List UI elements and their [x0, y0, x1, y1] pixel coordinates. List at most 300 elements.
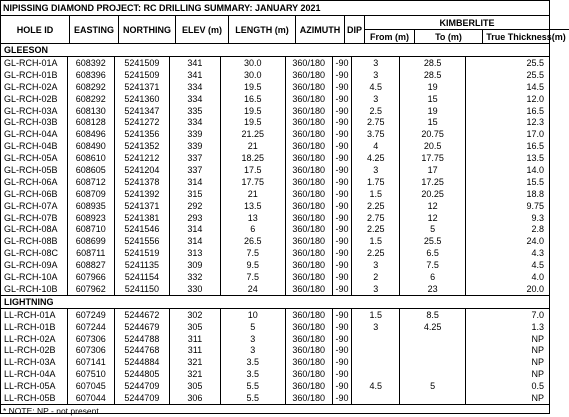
table-body [1, 44, 549, 404]
cell-elev: 314 [170, 176, 221, 188]
cell-northing: 5241356 [115, 128, 170, 140]
cell-dip: -90 [333, 259, 352, 271]
cell-dip: -90 [333, 333, 352, 345]
cell-to: 20.75 [400, 128, 466, 140]
cell-dip: -90 [333, 344, 352, 356]
cell-length: 13.5 [221, 200, 286, 212]
section-label: LIGHTNING [4, 296, 54, 307]
cell-elev: 334 [170, 93, 221, 105]
cell-length: 19.5 [221, 81, 286, 93]
cell-easting: 608292 [68, 93, 115, 105]
cell-hole-id: LL-RCH-05A [1, 380, 68, 392]
table-row [1, 188, 549, 200]
table-row [1, 356, 549, 368]
cell-elev: 341 [170, 69, 221, 81]
cell-azimuth: 360/180 [286, 271, 333, 283]
cell-azimuth: 360/180 [286, 176, 333, 188]
cell-true-thickness: 25.5 [526, 69, 544, 80]
cell-northing: 5241556 [115, 235, 170, 247]
table-row [1, 176, 549, 188]
cell-hole-id: GL-RCH-03B [1, 116, 68, 128]
cell-length: 17.75 [221, 176, 286, 188]
cell-hole-id: GL-RCH-05B [1, 164, 68, 176]
cell-true-thickness: NP [531, 345, 544, 356]
cell-hole-id: GL-RCH-02B [1, 93, 68, 105]
cell-length: 30.0 [221, 69, 286, 81]
header-northing: NORTHING [119, 16, 176, 43]
cell-true-thickness: 15.5 [526, 176, 544, 187]
cell-azimuth: 360/180 [286, 93, 333, 105]
cell-easting: 607306 [68, 344, 115, 356]
cell-elev: 321 [170, 356, 221, 368]
cell-easting: 608699 [68, 235, 115, 247]
cell-from: 4 [352, 140, 400, 152]
cell-easting: 607249 [68, 309, 115, 321]
cell-from: 1.5 [352, 235, 400, 247]
cell-from [352, 356, 400, 368]
cell-hole-id: LL-RCH-01B [1, 321, 68, 333]
cell-elev: 339 [170, 128, 221, 140]
cell-azimuth: 360/180 [286, 188, 333, 200]
cell-hole-id: GL-RCH-10A [1, 271, 68, 283]
cell-northing: 5241204 [115, 164, 170, 176]
cell-from [352, 344, 400, 356]
table-row [1, 200, 549, 212]
cell-northing: 5244709 [115, 392, 170, 404]
cell-azimuth: 360/180 [286, 200, 333, 212]
cell-azimuth: 360/180 [286, 116, 333, 128]
table-row [1, 368, 549, 380]
cell-from: 2 [352, 271, 400, 283]
section-label: GLEESON [4, 45, 49, 55]
cell-northing: 5241360 [115, 93, 170, 105]
header-hole-id: HOLE ID [1, 16, 70, 43]
cell-azimuth: 360/180 [286, 128, 333, 140]
table-row [1, 235, 549, 247]
cell-to: 7.5 [400, 259, 466, 271]
cell-hole-id: GL-RCH-05A [1, 152, 68, 164]
cell-easting: 608490 [68, 140, 115, 152]
cell-easting: 607962 [68, 283, 115, 295]
table-row [1, 344, 549, 356]
cell-northing: 5241392 [115, 188, 170, 200]
cell-to: 28.5 [400, 69, 466, 81]
table-header [1, 16, 566, 44]
cell-azimuth: 360/180 [286, 81, 333, 93]
cell-to [400, 356, 466, 368]
cell-elev: 341 [170, 57, 221, 69]
cell-dip: -90 [333, 93, 352, 105]
cell-to [400, 392, 466, 404]
header-elev: ELEV (m) [176, 16, 229, 43]
cell-to: 25.5 [400, 235, 466, 247]
cell-hole-id: LL-RCH-05B [1, 392, 68, 404]
cell-dip: -90 [333, 200, 352, 212]
cell-from: 3 [352, 283, 400, 295]
cell-elev: 314 [170, 235, 221, 247]
cell-from: 3 [352, 57, 400, 69]
cell-to [400, 333, 466, 345]
cell-true-thickness: 7.0 [531, 309, 544, 320]
cell-from: 2.75 [352, 212, 400, 224]
cell-hole-id: GL-RCH-10B [1, 283, 68, 295]
table-row [1, 152, 549, 164]
cell-from: 3 [352, 164, 400, 176]
cell-hole-id: GL-RCH-06B [1, 188, 68, 200]
cell-from: 1.5 [352, 309, 400, 321]
cell-from: 2.25 [352, 247, 400, 259]
cell-azimuth: 360/180 [286, 69, 333, 81]
cell-easting: 608130 [68, 105, 115, 117]
cell-northing: 5241352 [115, 140, 170, 152]
cell-length: 5.5 [221, 392, 286, 404]
cell-easting: 607510 [68, 368, 115, 380]
table-row [1, 105, 549, 117]
cell-to: 17.75 [400, 152, 466, 164]
cell-length: 19.5 [221, 116, 286, 128]
cell-length: 3 [221, 333, 286, 345]
cell-length: 7.5 [221, 247, 286, 259]
cell-northing: 5241509 [115, 57, 170, 69]
cell-length: 5 [221, 321, 286, 333]
cell-easting: 607044 [68, 392, 115, 404]
cell-easting: 607244 [68, 321, 115, 333]
cell-from: 3 [352, 321, 400, 333]
cell-easting: 608610 [68, 152, 115, 164]
cell-from: 2.5 [352, 105, 400, 117]
header-kimberlite: KIMBERLITE [365, 16, 569, 30]
table-row [1, 128, 549, 140]
cell-easting: 607306 [68, 333, 115, 345]
table-row [1, 57, 549, 69]
cell-to: 20.5 [400, 140, 466, 152]
table-row [1, 93, 549, 105]
cell-length: 30.0 [221, 57, 286, 69]
cell-northing: 5241371 [115, 200, 170, 212]
cell-elev: 337 [170, 164, 221, 176]
cell-true-thickness: NP [531, 357, 544, 368]
table-row [1, 321, 549, 333]
cell-to: 19 [400, 81, 466, 93]
table-row [1, 259, 549, 271]
cell-azimuth: 360/180 [286, 105, 333, 117]
cell-northing: 5241371 [115, 81, 170, 93]
cell-length: 18.25 [221, 152, 286, 164]
header-from: From (m) [365, 30, 415, 43]
cell-to: 4.25 [400, 321, 466, 333]
cell-elev: 321 [170, 368, 221, 380]
cell-dip: -90 [333, 188, 352, 200]
cell-true-thickness: 17.0 [526, 129, 544, 140]
cell-easting: 608496 [68, 128, 115, 140]
cell-elev: 315 [170, 188, 221, 200]
cell-northing: 5244679 [115, 321, 170, 333]
cell-length: 13 [221, 212, 286, 224]
cell-dip: -90 [333, 57, 352, 69]
cell-elev: 309 [170, 259, 221, 271]
cell-elev: 311 [170, 333, 221, 345]
cell-from: 3 [352, 259, 400, 271]
cell-elev: 302 [170, 309, 221, 321]
cell-dip: -90 [333, 368, 352, 380]
cell-to: 5 [400, 380, 466, 392]
cell-hole-id: LL-RCH-03A [1, 356, 68, 368]
cell-dip: -90 [333, 164, 352, 176]
cell-dip: -90 [333, 271, 352, 283]
cell-hole-id: GL-RCH-01B [1, 69, 68, 81]
cell-easting: 608128 [68, 116, 115, 128]
cell-azimuth: 360/180 [286, 283, 333, 295]
cell-length: 16.5 [221, 93, 286, 105]
table-row [1, 247, 549, 259]
cell-northing: 5244884 [115, 356, 170, 368]
cell-from [352, 368, 400, 380]
cell-hole-id: GL-RCH-07A [1, 200, 68, 212]
cell-northing: 5244768 [115, 344, 170, 356]
cell-easting: 608292 [68, 81, 115, 93]
table-row [1, 271, 549, 283]
cell-length: 6 [221, 223, 286, 235]
cell-true-thickness: 4.3 [531, 248, 544, 259]
cell-elev: 339 [170, 140, 221, 152]
cell-hole-id: LL-RCH-04A [1, 368, 68, 380]
cell-hole-id: GL-RCH-08A [1, 223, 68, 235]
cell-length: 9.5 [221, 259, 286, 271]
cell-northing: 5241519 [115, 247, 170, 259]
cell-elev: 337 [170, 152, 221, 164]
header-to: To (m) [415, 30, 483, 43]
cell-dip: -90 [333, 152, 352, 164]
table-row [1, 283, 549, 295]
cell-azimuth: 360/180 [286, 140, 333, 152]
cell-to: 12 [400, 200, 466, 212]
section-lightning [1, 295, 549, 309]
cell-true-thickness: 9.75 [526, 200, 544, 211]
table-row [1, 116, 549, 128]
cell-hole-id: GL-RCH-07B [1, 212, 68, 224]
cell-dip: -90 [333, 223, 352, 235]
table-row [1, 333, 549, 345]
cell-to [400, 368, 466, 380]
cell-dip: -90 [333, 283, 352, 295]
cell-to: 28.5 [400, 57, 466, 69]
cell-length: 26.5 [221, 235, 286, 247]
cell-dip: -90 [333, 116, 352, 128]
cell-hole-id: LL-RCH-02B [1, 344, 68, 356]
cell-length: 3.5 [221, 368, 286, 380]
cell-dip: -90 [333, 380, 352, 392]
cell-to: 6.5 [400, 247, 466, 259]
cell-from: 1.5 [352, 188, 400, 200]
cell-true-thickness: 14.5 [526, 81, 544, 92]
cell-to: 12 [400, 212, 466, 224]
cell-from [352, 333, 400, 345]
cell-easting: 607966 [68, 271, 115, 283]
cell-length: 3.5 [221, 356, 286, 368]
cell-easting: 607045 [68, 380, 115, 392]
cell-from [352, 392, 400, 404]
cell-to: 17.25 [400, 176, 466, 188]
cell-true-thickness: 13.5 [526, 153, 544, 164]
cell-elev: 293 [170, 212, 221, 224]
cell-easting: 608923 [68, 212, 115, 224]
cell-true-thickness: 4.5 [531, 260, 544, 271]
cell-easting: 608605 [68, 164, 115, 176]
cell-northing: 5241135 [115, 259, 170, 271]
cell-length: 5.5 [221, 380, 286, 392]
cell-easting: 607141 [68, 356, 115, 368]
table-row [1, 140, 549, 152]
cell-azimuth: 360/180 [286, 57, 333, 69]
cell-dip: -90 [333, 321, 352, 333]
cell-azimuth: 360/180 [286, 380, 333, 392]
cell-to: 15 [400, 116, 466, 128]
cell-from: 3 [352, 93, 400, 105]
cell-length: 24 [221, 283, 286, 295]
cell-azimuth: 360/180 [286, 247, 333, 259]
cell-hole-id: GL-RCH-09A [1, 259, 68, 271]
cell-hole-id: GL-RCH-04B [1, 140, 68, 152]
cell-northing: 5241212 [115, 152, 170, 164]
cell-true-thickness: 4.0 [531, 271, 544, 282]
cell-azimuth: 360/180 [286, 223, 333, 235]
cell-to: 23 [400, 283, 466, 295]
table-row [1, 309, 549, 321]
cell-true-thickness: 25.5 [526, 57, 544, 68]
table-row [1, 69, 549, 81]
cell-azimuth: 360/180 [286, 368, 333, 380]
table-row [1, 81, 549, 93]
cell-dip: -90 [333, 356, 352, 368]
cell-dip: -90 [333, 140, 352, 152]
cell-northing: 5241546 [115, 223, 170, 235]
cell-from: 4.5 [352, 380, 400, 392]
footnote: * NOTE: NP - not present [1, 404, 549, 417]
cell-hole-id: GL-RCH-01A [1, 57, 68, 69]
cell-hole-id: LL-RCH-01A [1, 309, 68, 321]
cell-true-thickness: 12.3 [526, 117, 544, 128]
cell-azimuth: 360/180 [286, 321, 333, 333]
cell-azimuth: 360/180 [286, 259, 333, 271]
cell-easting: 608392 [68, 57, 115, 69]
cell-elev: 314 [170, 223, 221, 235]
cell-dip: -90 [333, 69, 352, 81]
cell-dip: -90 [333, 176, 352, 188]
cell-elev: 305 [170, 380, 221, 392]
cell-northing: 5241272 [115, 116, 170, 128]
cell-hole-id: GL-RCH-03A [1, 105, 68, 117]
cell-elev: 305 [170, 321, 221, 333]
cell-easting: 608710 [68, 223, 115, 235]
cell-true-thickness: 24.0 [526, 236, 544, 247]
table-row [1, 392, 549, 404]
cell-length: 17.5 [221, 164, 286, 176]
cell-to: 15 [400, 93, 466, 105]
cell-northing: 5241378 [115, 176, 170, 188]
cell-dip: -90 [333, 81, 352, 93]
cell-true-thickness: 12.0 [526, 93, 544, 104]
cell-from: 2.25 [352, 200, 400, 212]
cell-northing: 5244805 [115, 368, 170, 380]
cell-elev: 334 [170, 116, 221, 128]
cell-easting: 608711 [68, 247, 115, 259]
table-row [1, 380, 549, 392]
section-gleeson [1, 44, 549, 57]
cell-from: 3.75 [352, 128, 400, 140]
cell-hole-id: GL-RCH-02A [1, 81, 68, 93]
cell-true-thickness: 2.8 [531, 224, 544, 235]
cell-dip: -90 [333, 212, 352, 224]
cell-length: 21.25 [221, 128, 286, 140]
cell-easting: 608935 [68, 200, 115, 212]
cell-dip: -90 [333, 235, 352, 247]
cell-elev: 306 [170, 392, 221, 404]
cell-elev: 335 [170, 105, 221, 117]
cell-to: 5 [400, 223, 466, 235]
header-dip: DIP [345, 16, 365, 43]
cell-from: 3 [352, 69, 400, 81]
cell-elev: 292 [170, 200, 221, 212]
cell-easting: 608709 [68, 188, 115, 200]
cell-true-thickness: 9.3 [531, 212, 544, 223]
page-title: NIPISSING DIAMOND PROJECT: RC DRILLING SUMMARY: JANUARY 2021 [1, 1, 549, 16]
cell-true-thickness: 14.0 [526, 164, 544, 175]
table-row [1, 223, 549, 235]
cell-elev: 330 [170, 283, 221, 295]
cell-true-thickness: NP [531, 392, 544, 403]
cell-northing: 5241150 [115, 283, 170, 295]
cell-elev: 311 [170, 344, 221, 356]
cell-dip: -90 [333, 105, 352, 117]
cell-elev: 332 [170, 271, 221, 283]
cell-hole-id: GL-RCH-08C [1, 247, 68, 259]
cell-dip: -90 [333, 392, 352, 404]
cell-azimuth: 360/180 [286, 235, 333, 247]
cell-true-thickness: 16.5 [526, 105, 544, 116]
cell-from: 2.75 [352, 116, 400, 128]
cell-azimuth: 360/180 [286, 212, 333, 224]
cell-northing: 5241509 [115, 69, 170, 81]
cell-elev: 334 [170, 81, 221, 93]
cell-northing: 5244788 [115, 333, 170, 345]
cell-northing: 5244672 [115, 309, 170, 321]
cell-easting: 608396 [68, 69, 115, 81]
cell-northing: 5241347 [115, 105, 170, 117]
cell-azimuth: 360/180 [286, 152, 333, 164]
header-length: LENGTH (m) [229, 16, 296, 43]
cell-azimuth: 360/180 [286, 356, 333, 368]
cell-to: 19 [400, 105, 466, 117]
cell-to: 6 [400, 271, 466, 283]
table-row [1, 164, 549, 176]
cell-true-thickness: 18.8 [526, 188, 544, 199]
cell-northing: 5241381 [115, 212, 170, 224]
cell-azimuth: 360/180 [286, 344, 333, 356]
cell-length: 21 [221, 140, 286, 152]
cell-elev: 313 [170, 247, 221, 259]
cell-hole-id: GL-RCH-08B [1, 235, 68, 247]
cell-true-thickness: NP [531, 333, 544, 344]
cell-length: 7.5 [221, 271, 286, 283]
header-easting: EASTING [70, 16, 119, 43]
cell-azimuth: 360/180 [286, 164, 333, 176]
cell-hole-id: GL-RCH-06A [1, 176, 68, 188]
cell-northing: 5241154 [115, 271, 170, 283]
cell-easting: 608827 [68, 259, 115, 271]
cell-to: 17 [400, 164, 466, 176]
cell-length: 21 [221, 188, 286, 200]
cell-from: 4.25 [352, 152, 400, 164]
